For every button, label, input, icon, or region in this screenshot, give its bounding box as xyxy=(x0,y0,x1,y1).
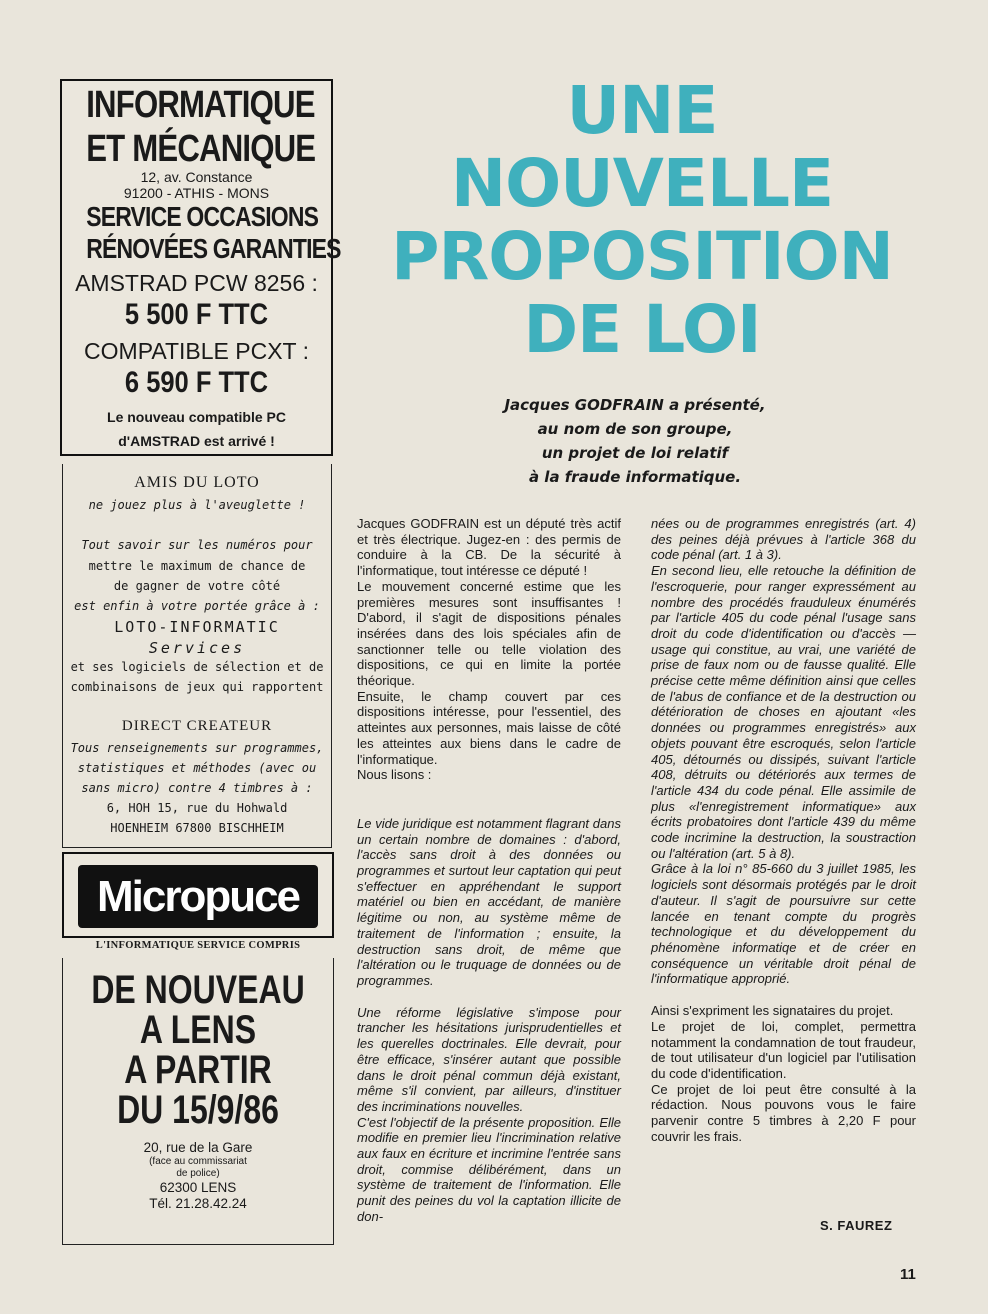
quoted-paragraph: En second lieu, elle retouche la définition de l'escroquerie, pour ranger expressément au nombre des procédés frauduleux énumérés par l'article 405 du code pénal l'usage sans droit du code d'identification ou d'accès — usage qui constitue, au vrai, une variété de prise de faux nom ou de fausse qualité. Elle précise cette même définition ainsi que celles de l'abus de confiance et de la destruction ou détérioration de choses en ajoutant «les données ou programmes enregistrés» aux objets pouvant être escroqués, selon l'article 405, détournés ou dissipés, suivant l'article 408, détruits ou détériorés aux termes de l'article 434 du code pénal. Elle assimile de plus «l'enregistrement informatique» aux écrits probatoires dont l'article 439 du même code incrimine la destruction, la soustraction ou l'altération (art. 5 à 8). xyxy=(651,563,916,861)
article-column-1 xyxy=(357,516,621,1225)
paragraph: Ce projet de loi peut être consulté à la rédaction. Nous pouvons vous le faire parvenir contre 5 timbres à 2,20 F pour couvrir les frais. xyxy=(651,1081,916,1144)
ad-micropuce xyxy=(62,958,334,1245)
ad2-brand: LOTO-INFORMATIC xyxy=(114,618,280,636)
paragraph: Ensuite, le champ couvert par ces dispositions intéresse, pour l'essentiel, des atteintes aux personnes, mais laisse de côté les atteintes aux biens dans le cadre de l'informatique. xyxy=(357,688,621,767)
ad1-product1: AMSTRAD PCW 8256 : xyxy=(75,270,318,296)
quoted-paragraph: Grâce à la loi n° 85-660 du 3 juillet 1985, les logiciels sont désormais protégés par le droit d'auteur. Il s'agit de poursuivre sur cette lancée en tenant compte du progrès technologique et du développement du phénomène informatiqe et de créer en conséquence un véritable droit pénal de l'informatique approprié. xyxy=(651,861,916,987)
article-title xyxy=(372,74,912,366)
article-title-line: UNE NOUVELLE xyxy=(450,72,834,222)
ad1-product2: COMPATIBLE PCXT : xyxy=(84,338,309,364)
paragraph: Jacques GODFRAIN est un député très actif et très électrique. Jugez-en : des permis de conduire à la CB. De la sécurité à l'informatique, tout intéresse ce député ! xyxy=(357,516,621,579)
ad2-line: et ses logiciels de sélection et de xyxy=(70,660,324,674)
ad3-address-note: (face au commissariat xyxy=(149,1156,247,1167)
ad3-headline: DE NOUVEAU xyxy=(91,968,305,1012)
ad2-address: 6, HOH 15, rue du Hohwald xyxy=(106,801,288,815)
ad-informatique-mecanique xyxy=(60,79,341,456)
ad1-title-line1: INFORMATIQUE xyxy=(86,84,315,126)
signature: S. FAUREZ xyxy=(820,1218,893,1233)
paragraph: Nous lisons : xyxy=(357,767,432,783)
paragraph: Le projet de loi, complet, permettra notamment la condamnation de tout fraudeur, de tout utilisateur d'un logiciel par l'utilisation du code d'identification. xyxy=(651,1018,916,1081)
ad2-line: est enfin à votre portée grâce à : xyxy=(74,599,320,613)
page-number: 11 xyxy=(900,1266,916,1283)
ad2-services: Services xyxy=(148,639,246,657)
ad3-phone: Tél. 21.28.42.24 xyxy=(149,1196,247,1211)
ad1-address-line1: 12, av. Constance xyxy=(140,169,253,185)
subtitle-line: au nom de son groupe, xyxy=(537,420,733,438)
ad1-title-line2: ET MÉCANIQUE xyxy=(86,128,316,170)
article-column-2 xyxy=(651,516,916,1144)
article-subtitle xyxy=(460,393,810,489)
ad1-price1: 5 500 F TTC xyxy=(124,298,269,331)
ad2-line: ne jouez plus à l'aveuglette ! xyxy=(88,498,306,512)
ad2-line: statistiques et méthodes (avec ou xyxy=(77,761,317,775)
article-title-line: DE LOI xyxy=(523,291,761,368)
quoted-paragraph: Le vide juridique est notamment flagrant dans un certain nombre de domaines : d'abord, l'accès sans droit à des données ou programmes et surtout leur captation qui peut s'effectuer en appréhendant le support matériel ou bien en accédant, de manière légitime ou non, au système même de traitement de l'information ; ensuite, la destruction sans droit, de même que l'altération ou le truquage de données ou de programmes. xyxy=(357,815,621,988)
ad1-address-line2: 91200 - ATHIS - MONS xyxy=(123,185,270,201)
ad3-city: 62300 LENS xyxy=(159,1180,237,1195)
ad1-service-line1: SERVICE OCCASIONS xyxy=(86,201,319,232)
paragraph: Le mouvement concerné estime que les premières mesures sont insuffisantes ! D'abord, il s'agit de dispositions pénales insérées dans des lois spéciales afin de sanctionner telle ou telle violation des dispositions, ce qui en limite la portée théorique. xyxy=(357,578,621,689)
ad3-address-note: de police) xyxy=(176,1168,220,1179)
ad2-line: Tout savoir sur les numéros pour xyxy=(81,538,313,552)
ad2-headline: AMIS DU LOTO xyxy=(134,474,260,491)
ad-amis-du-loto xyxy=(62,464,332,848)
quoted-paragraph: Une réforme législative s'impose pour trancher les hésitations jurisprudentielles et les querelles doctrinales. Elle devrait, pour être efficace, s'insérer autant que possible dans le droit pénal commun déjà existant, même s'il convient, par ailleurs, d'instituer des incriminations nouvelles. xyxy=(357,1004,621,1114)
ad3-headline: A LENS xyxy=(139,1008,257,1052)
ad2-direct: DIRECT CREATEUR xyxy=(121,718,273,734)
ad2-address: HOENHEIM 67800 BISCHHEIM xyxy=(110,821,284,835)
ad3-headline: DU 15/9/86 xyxy=(117,1088,279,1132)
subtitle-line: à la fraude informatique. xyxy=(528,468,742,486)
ad2-line: sans micro) contre 4 timbres à : xyxy=(81,781,313,795)
ad1-note-line2: d'AMSTRAD est arrivé ! xyxy=(118,433,275,449)
ad2-line: combinaisons de jeux qui rapportent xyxy=(70,680,324,694)
ad2-line: de gagner de votre côté xyxy=(113,579,281,593)
subtitle-line: Jacques GODFRAIN a présenté, xyxy=(504,396,766,414)
ad2-line: mettre le maximum de chance de xyxy=(88,559,306,573)
ad1-note-line1: Le nouveau compatible PC xyxy=(107,409,286,425)
ad1-price2: 6 590 F TTC xyxy=(124,366,269,399)
ad1-service-line2: RÉNOVÉES GARANTIES xyxy=(86,233,341,264)
ad3-tagline: L'INFORMATIQUE SERVICE COMPRIS xyxy=(95,940,301,951)
micropuce-logo: Micropuce xyxy=(78,865,318,928)
quoted-paragraph: C'est l'objectif de la présente proposition. Elle modifie en premier lieu l'incrimination relative aux faux en écriture et incrimine l'entrée sans droit, commise délibérément, dans un système de traitement de l'information. Elle punit des peines du vol la captation illicite de don- xyxy=(357,1114,621,1224)
article-title-line: PROPOSITION xyxy=(391,218,893,295)
subtitle-line: un projet de loi relatif xyxy=(541,444,729,462)
quoted-paragraph: nées ou de programmes enregistrés (art. 4) des peines déjà prévues à l'article 368 du code pénal (art. 1 à 3). xyxy=(651,516,916,563)
paragraph: Ainsi s'expriment les signataires du projet. xyxy=(651,1003,894,1019)
ad3-headline: A PARTIR xyxy=(124,1048,272,1092)
ad2-line: Tous renseignements sur programmes, xyxy=(70,741,324,755)
ad3-address: 20, rue de la Gare xyxy=(143,1140,253,1155)
